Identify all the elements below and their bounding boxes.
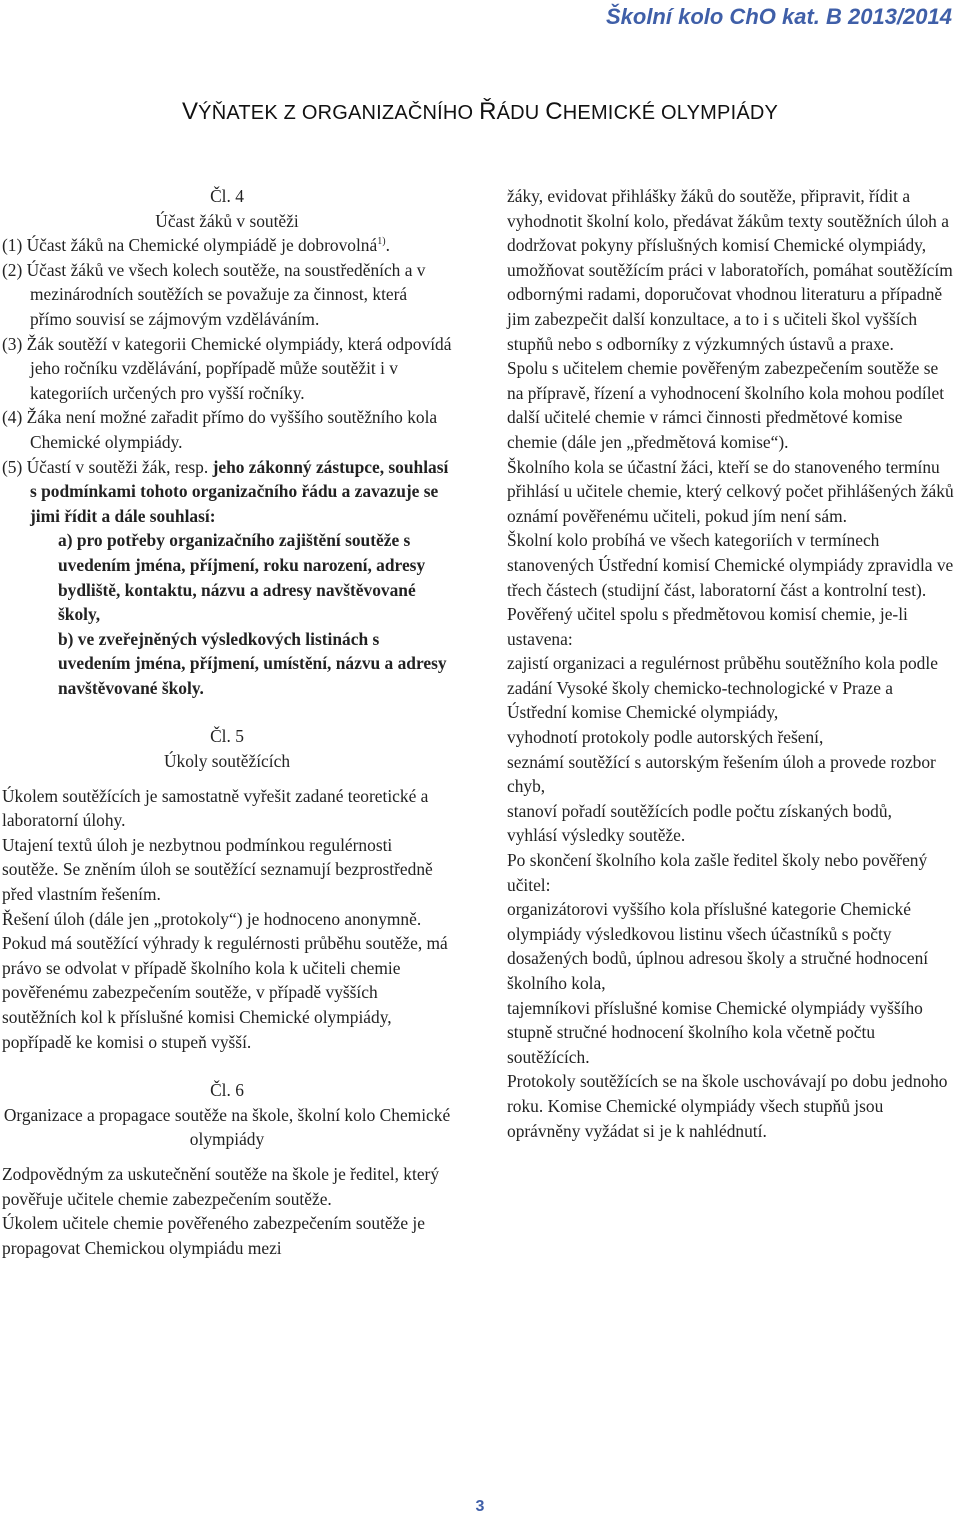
right-paragraph: žáky, evidovat přihlášky žáků do soutěže, připravit, řídit a vyhodnotit školní kolo, předávat žákům texty soutěžních úloh a dodržovat pokyny příslušných komisí Chemické olympiády, umožňovat soutěžícím práci v laboratořích, pomáhat soutěžícím odbornými radami, doporučovat vhodnou literaturu a případně jim zabezpečit další konzultace, a to i s učiteli škol vyšších stupňů nebo s odborníky z výzkumných ústavů a praxe.: [507, 186, 953, 354]
article-6-paragraph-2: Úkolem učitele chemie pověřeného zabezpečením soutěže je propagovat Chemickou olympiádu mezi: [2, 1213, 425, 1258]
title-initial: Ř: [479, 98, 497, 125]
right-paragraph: seznámí soutěžící s autorským řešením úloh a provede rozbor chyb,: [507, 751, 936, 797]
right-paragraph: Spolu s učitelem chemie pověřeným zabezpečením soutěže se na přípravě, řízení a vyhodnocení školního kola mohou podílet další učitelé chemie v rámci činnosti předmětové komise chemie (dále jen „předmětová komise“).: [507, 358, 945, 452]
right-paragraph: stanoví pořadí soutěžících podle počtu získaných bodů,: [507, 800, 892, 821]
page-number: 3: [475, 1498, 485, 1515]
article-5-paragraph-4: Pokud má soutěžící výhrady k regulérnosti průběhu soutěže, má právo se odvolat v případě školního kola k učiteli chemie pověřenému zabezpečením soutěže, v případě vyšších soutěžních kol k příslušné komisi Chemické olympiády, popřípadě ke komisi o stupeň vyšší.: [2, 933, 448, 1052]
right-paragraph: Po skončení školního kola zašle ředitel školy nebo pověřený učitel:: [507, 850, 928, 895]
right-column: [507, 184, 955, 1143]
article-6-title: Organizace a propagace soutěže na škole, školní kolo Chemické olympiády: [3, 1104, 451, 1150]
article-4-paragraph-5-lead: (5) Účastí v soutěži žák, resp.: [2, 456, 209, 477]
right-paragraph: organizátorovi vyššího kola příslušné kategorie Chemické olympiády výsledkovou listinu všech účastníků s počty dosažených bodů, úplnou adresou školy a stručné hodnocení školního kola,: [507, 899, 929, 993]
article-4-paragraph-4: (4) Žáka není možné zařadit přímo do vyššího soutěžního kola Chemické olympiády.: [2, 407, 438, 452]
article-4-item-a: a) pro potřeby organizačního zajištění soutěže s uvedením jména, příjmení, roku narození, adresy bydliště, kontaktu, názvu a adresy navštěvované školy,: [58, 530, 426, 625]
article-4-paragraph-1-end: .: [385, 235, 390, 256]
article-6-number: Čl. 6: [210, 1080, 244, 1101]
page-header: Školní kolo ChO kat. B 2013/2014: [605, 4, 952, 29]
title-part: HEMICKÉ OLYMPIÁDY: [562, 102, 779, 124]
article-6-paragraph-1: Zodpovědným za uskutečnění soutěže na škole je ředitel, který pověřuje učitele chemie zabezpečením soutěže.: [2, 1163, 440, 1209]
right-paragraph: Školního kola se účastní žáci, kteří se do stanoveného termínu přihlásí u učitele chemie, který celkový počet přihlášených žáků oznámí pověřenému učiteli, pokud jím není sám.: [507, 456, 954, 526]
title-initial: C: [545, 98, 563, 125]
article-4-paragraph-3: (3) Žák soutěží v kategorii Chemické olympiády, která odpovídá jeho ročníku vzdělávání, popřípadě může soutěžit i v kategoriích určených pro vyšší ročníky.: [2, 333, 452, 403]
article-4-number: Čl. 4: [210, 186, 244, 206]
right-paragraph: tajemníkovi příslušné komise Chemické olympiády vyššího stupně stručné hodnocení školního kola včetně počtu soutěžících.: [507, 997, 923, 1067]
title-part: ÝŇATEK Z ORGANIZAČNÍHO: [198, 102, 480, 124]
article-5-title: Úkoly soutěžících: [163, 751, 291, 772]
right-paragraph: vyhlásí výsledky soutěže.: [507, 825, 686, 846]
right-paragraph: vyhodnotí protokoly podle autorských řešení,: [507, 727, 824, 748]
right-paragraph: zajistí organizaci a regulérnost průběhu soutěžního kola podle zadání Vysoké školy chemicko-technologické v Praze a Ústřední komise Chemické olympiády,: [507, 653, 938, 723]
footnote-ref: 1): [377, 236, 386, 248]
left-column: [2, 184, 452, 1260]
article-5-paragraph-3: Řešení úloh (dále jen „protokoly“) je hodnoceno anonymně.: [2, 908, 422, 929]
article-4-item-b: b) ve zveřejněných výsledkových listinách s uvedením jména, příjmení, umístění, názvu a adresy navštěvované školy.: [58, 628, 447, 698]
right-paragraph: Školní kolo probíhá ve všech kategoriích v termínech stanovených Ústřední komisí Chemické olympiády zpravidla ve třech částech (studijní část, laboratorní část a kontrolní test).: [507, 530, 954, 600]
article-4-title: Účast žáků v soutěži: [155, 210, 299, 231]
article-4-paragraph-5-consent: jeho zákonný zástupce, souhlasí s podmínkami tohoto organizačního řádu a zavazuje se jimi řídit a dále souhlasí:: [30, 456, 449, 526]
article-4-paragraph-1-text: (1) Účast žáků na Chemické olympiádě je dobrovolná: [2, 235, 378, 256]
article-4-paragraph-5: [2, 455, 452, 529]
article-4-paragraph-1: [2, 233, 452, 258]
article-5-paragraph-1: Úkolem soutěžících je samostatně vyřešit zadané teoretické a laboratorní úlohy.: [2, 785, 429, 831]
title-part: ÁDU: [496, 102, 546, 124]
title-initial: V: [181, 98, 199, 125]
article-4-paragraph-2: (2) Účast žáků ve všech kolech soutěže, na soustředěních a v mezinárodních soutěžích se považuje za činnost, která přímo souvisí se zájmovým vzděláváním.: [2, 259, 426, 329]
right-paragraph: Pověřený učitel spolu s předmětovou komisí chemie, je-li ustavena:: [507, 604, 908, 649]
article-5-number: Čl. 5: [210, 726, 244, 747]
document-title: [0, 98, 960, 126]
article-5-paragraph-2: Utajení textů úloh je nezbytnou podmínkou regulérnosti soutěže. Se zněním úloh se soutěžící seznamují bezprostředně před vlastním řešením.: [2, 834, 433, 905]
right-paragraph: Protokoly soutěžících se na škole uschovávají po dobu jednoho roku. Komise Chemické olympiády všech stupňů jsou oprávněny vyžádat si je k nahlédnutí.: [507, 1071, 948, 1141]
